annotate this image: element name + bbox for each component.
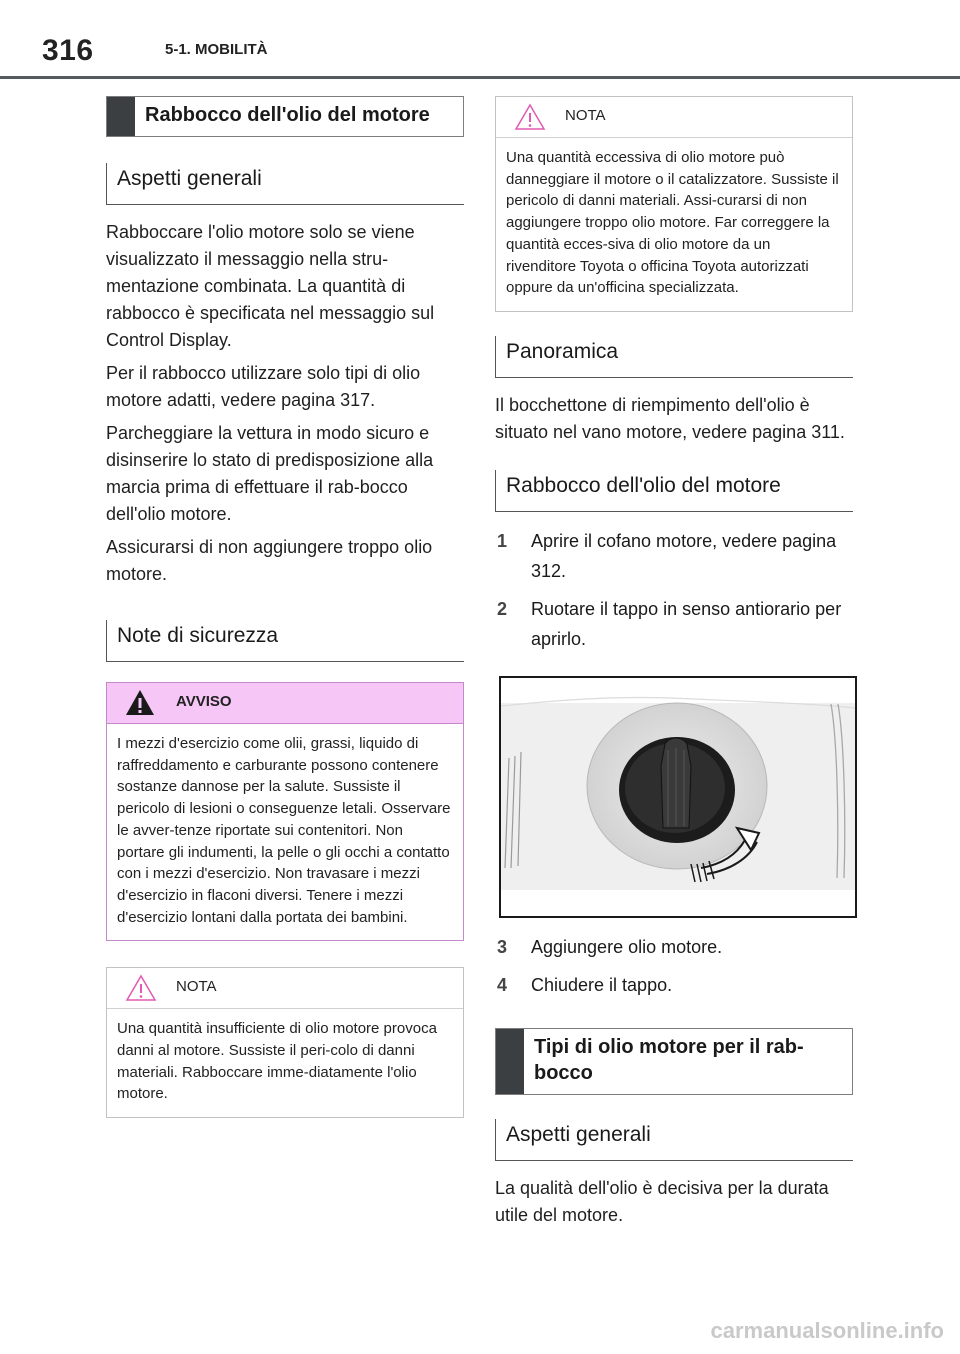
paragraph: La qualità dell'olio è decisiva per la durata utile del motore. [495, 1177, 829, 1225]
step-item [495, 970, 853, 1000]
note-label: NOTA [565, 107, 606, 124]
caution-icon [514, 103, 546, 136]
topic-bar [107, 97, 135, 136]
warning-label: AVVISO [176, 693, 232, 710]
step-text: Chiudere il tappo. [531, 974, 673, 995]
topic-title: Tipi di olio motore per il rab-bocco [534, 1035, 804, 1084]
topic-box-oil-refill [106, 96, 464, 137]
page-number: 316 [42, 34, 94, 67]
warning-icon [125, 689, 155, 721]
paragraph: Il bocchettone di riempimento dell'olio è situato nel vano motore, vedere pagina 311. [495, 394, 845, 442]
note-box [495, 96, 853, 312]
step-number: 1 [497, 530, 508, 551]
note-header [496, 97, 852, 138]
subheading-refill: Rabbocco dell'olio del motore [495, 470, 853, 512]
oil-cap-illustration [499, 676, 857, 918]
note-text: Una quantità insufficiente di olio motore provoca danni al motore. Sussiste il peri-colo di danni materiali. Rabboccare imme-diatamente l'olio motore. [117, 1020, 437, 1103]
paragraph: Assicurarsi di non aggiungere troppo olio motore. [106, 537, 433, 584]
step-number: 2 [497, 598, 508, 619]
subheading-overview: Panoramica [495, 336, 853, 378]
topic-box-oil-types [495, 1028, 853, 1095]
paragraph: Parcheggiare la vettura in modo sicuro e disinserire lo stato di predisposizione alla marcia prima di effettuare il rab-bocco dell'olio motore. [106, 423, 434, 524]
warning-header [107, 683, 463, 724]
warning-text: I mezzi d'esercizio come olii, grassi, liquido di raffreddamento e carburante possono contenere sostanze dannose per la salute. Sussiste il pericolo di lesioni o conseguenze letali. Osservare le avver-tenze riportate sui contenitori. Non portare gli indumenti, la pelle o gli occhi a contatto con i mezzi d'esercizio. Non travasare i mezzi d'esercizio in flaconi diversi. Tenere i mezzi d'esercizio lontani dalla portata dei bambini. [117, 735, 451, 926]
header-divider [0, 76, 960, 79]
caution-icon [125, 974, 157, 1007]
subheading-general: Aspetti generali [106, 163, 464, 205]
subheading-general: Aspetti generali [495, 1119, 853, 1161]
paragraph: Rabboccare l'olio motore solo se viene visualizzato il messaggio nella stru-mentazione combinata. La quantità di rabbocco è specificata nel messaggio sul Control Display. [106, 222, 435, 350]
section-title: 5-1. MOBILITÀ [165, 41, 268, 58]
warning-box [106, 682, 464, 941]
note-header [107, 968, 463, 1009]
topic-bar [496, 1029, 524, 1094]
step-item [495, 594, 853, 654]
subheading-safety: Note di sicurezza [106, 620, 464, 662]
topic-title: Rabbocco dell'olio del motore [145, 104, 430, 126]
step-number: 3 [497, 936, 508, 957]
watermark: carmanualsonline.info [710, 1318, 944, 1343]
note-label: NOTA [176, 978, 217, 996]
step-item [495, 526, 853, 586]
step-item [495, 932, 853, 962]
step-text: Ruotare il tappo in senso antiorario per aprirlo. [531, 598, 842, 649]
note-text: Una quantità eccessiva di olio motore può danneggiare il motore o il catalizzatore. Sussiste il pericolo di danni materiali. Assi-curarsi di non aggiungere troppo olio motore. Far correggere la quantità ecces-siva di olio motore da un rivenditore Toyota o officina Toyota autorizzati oppure da un'officina specializzata. [506, 149, 839, 297]
note-box [106, 967, 464, 1118]
right-column [495, 96, 853, 1235]
step-number: 4 [497, 974, 508, 995]
step-text: Aprire il cofano motore, vedere pagina 312. [531, 530, 837, 581]
paragraph: Per il rabbocco utilizzare solo tipi di olio motore adatti, vedere pagina 317. [106, 363, 421, 410]
step-text: Aggiungere olio motore. [531, 936, 723, 957]
left-column [106, 96, 464, 1118]
